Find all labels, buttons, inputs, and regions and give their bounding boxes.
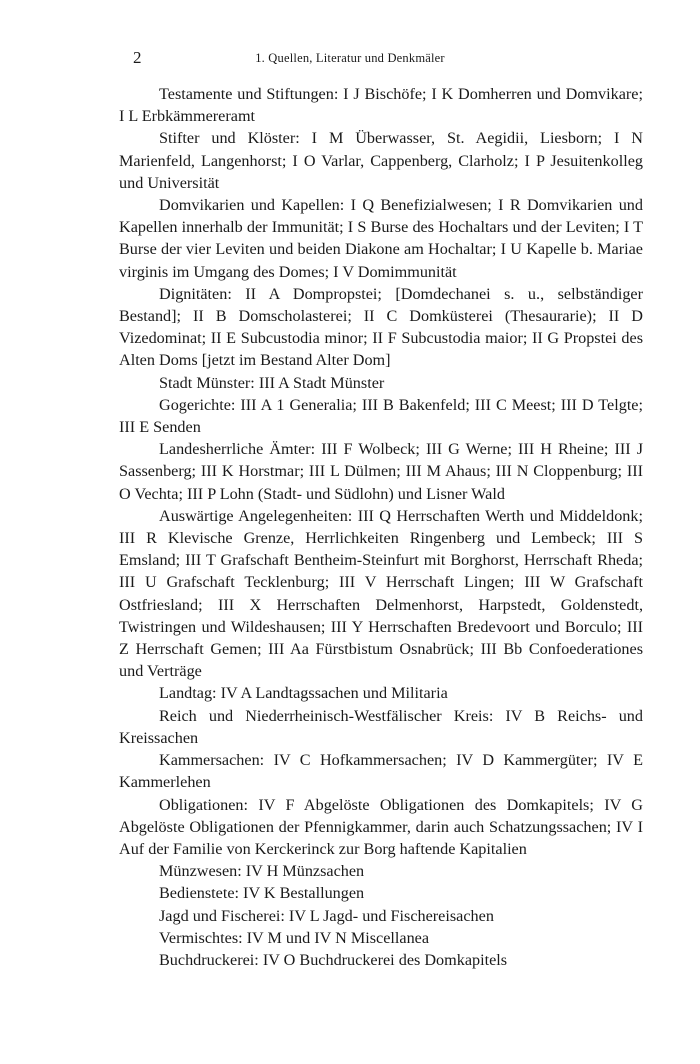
paragraph-jagd-fischerei: Jagd und Fischerei: IV L Jagd- und Fischereisachen: [159, 906, 494, 925]
running-head: 1. Quellen, Literatur und Denkmäler: [255, 51, 445, 65]
paragraph-obligationen: Obligationen: IV F Abgelöste Obligationen des Domkapitels; IV G Abgelöste Obligationen der Pfennigkammer, darin auch Schatzungssachen; IV I Auf der Familie von Kerckerinck zur Borg haftende Kapitalien: [119, 795, 643, 858]
paragraph-stifter: Stifter und Klöster: I M Überwasser, St. Aegidii, Liesborn; I N Marienfeld, Langenhorst; I O Varlar, Cappenberg, Clarholz; I P Jesuitenkolleg und Universität: [119, 129, 643, 192]
paragraph-reich: Reich und Niederrheinisch-Westfälischer Kreis: IV B Reichs- und Kreissachen: [119, 706, 643, 747]
paragraph-kammersachen: Kammersachen: IV C Hofkammersachen; IV D Kammergüter; IV E Kammerlehen: [119, 751, 643, 792]
paragraph-stadt-muenster: Stadt Münster: III A Stadt Münster: [159, 373, 385, 392]
paragraph-dignitaeten: Dignitäten: II A Dompropstei; [Domdechanei s. u., selbständiger Bestand]; II B Domscholasterei; II C Domküsterei (Thesaurarie); II D Vizedominat; II E Subcustodia minor; II F Subcustodia maior; II G Propstei des Alten Doms [jetzt im Bestand Alter Dom]: [119, 284, 643, 370]
body-text: [119, 83, 643, 971]
paragraph-gogerichte: Gogerichte: III A 1 Generalia; III B Bakenfeld; III C Meest; III D Telgte; III E Senden: [119, 395, 643, 437]
paragraph-landtag: Landtag: IV A Landtagssachen und Militaria: [159, 684, 448, 703]
paragraph-auswaertige-angelegenheiten: Auswärtige Angelegenheiten: III Q Herrschaften Werth und Middeldonk; III R Klevische Grenze, Herrlichkeiten Ringenberg und Lembeck; III S Emsland; III T Grafschaft Bentheim-Steinfurt mit Borghorst, Herrschaft Rheda; III U Grafschaft Tecklenburg; III V Herrschaft Lingen; III W Grafschaft Ostfriesland; III X Herrschaften Delmenhorst, Harpstedt, Goldenstedt, Twistringen und Wildeshausen; III Y Herrschaften Bredevoort und Borculo; III Z Herrschaft Gemen; III Aa Fürstbistum Osnabrück; III Bb Confoederationes und Verträge: [119, 506, 643, 681]
paragraph-landesherrliche-aemter: Landesherrliche Ämter: III F Wolbeck; III G Werne; III H Rheine; III J Sassenberg; III K Horstmar; III L Dülmen; III M Ahaus; III N Cloppenburg; III O Vechta; III P Lohn (Stadt- und Südlohn) und Lisner Wald: [119, 440, 643, 503]
paragraph-bedienstete: Bedienstete: IV K Bestallungen: [159, 884, 365, 903]
page-number: 2: [133, 48, 142, 67]
paragraph-muenzwesen: Münzwesen: IV H Münzsachen: [159, 862, 365, 881]
paragraph-vermischtes: Vermischtes: IV M und IV N Miscellanea: [159, 928, 430, 947]
paragraph-domvikarien: Domvikarien und Kapellen: I Q Benefizialwesen; I R Domvikarien und Kapellen innerhalb der Immunität; I S Burse des Hochaltars und der Leviten; I T Burse der vier Leviten und beiden Diakone am Hochaltar; I U Kapelle b. Mariae virginis im Umgang des Domes; I V Domimmunität: [119, 196, 643, 281]
paragraph-testamente: Testamente und Stiftungen: I J Bischöfe; I K Domherren und Domvikare; I L Erbkämmereramt: [119, 85, 643, 126]
paragraph-buchdruckerei: Buchdruckerei: IV O Buchdruckerei des Domkapitels: [159, 950, 508, 969]
